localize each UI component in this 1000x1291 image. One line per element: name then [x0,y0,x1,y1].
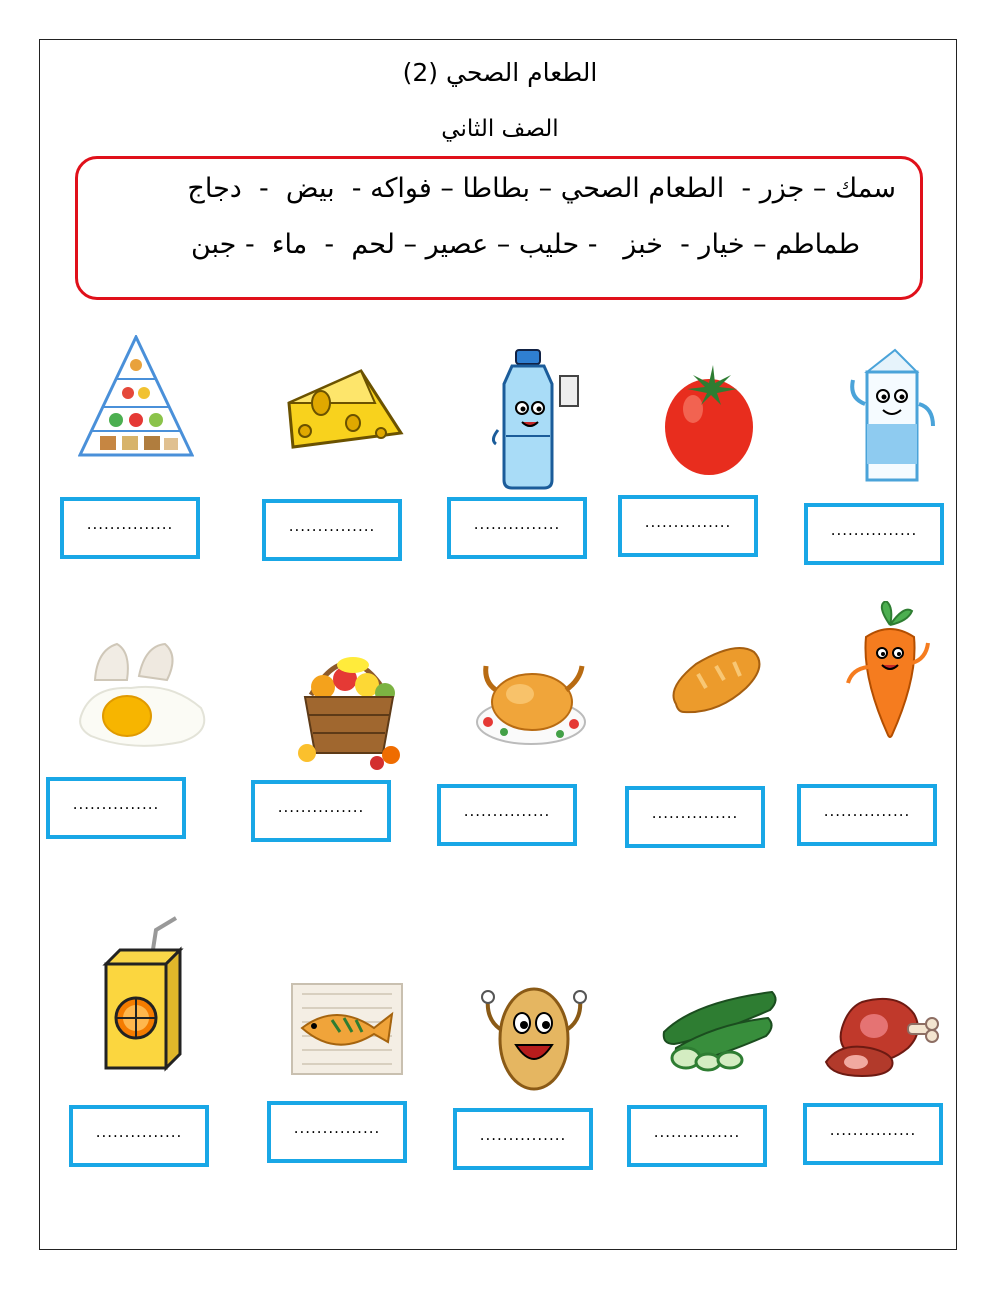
answer-box-water[interactable]: ............... [447,497,587,559]
answer-box-tomato[interactable]: ............... [618,495,758,557]
answer-box-potato[interactable]: ............... [453,1108,593,1170]
answer-box-chicken[interactable]: ............... [437,784,577,846]
potato-picture [478,979,590,1093]
word-bank-line-2: طماطم – خيار - خبز - حليب – عصير – لحم - ماء - جبن [190,229,860,260]
grilled-fish-picture [288,980,406,1078]
carrot-picture [842,601,938,739]
meat-picture [822,992,940,1078]
cheese-picture [283,363,405,451]
cucumber-picture [658,988,778,1072]
answer-box-cheese[interactable]: ............... [262,499,402,561]
answer-box-meat[interactable]: ............... [803,1103,943,1165]
answer-box-milk[interactable]: ............... [804,503,944,565]
word-bank-line-1: سمك – جزر - الطعام الصحي – بطاطا – فواكه - بيض - دجاج [187,173,896,204]
answer-box-bread[interactable]: ............... [625,786,765,848]
juice-box-picture [102,914,186,1072]
answer-box-juice[interactable]: ............... [69,1105,209,1167]
answer-box-pyramid[interactable]: ............... [60,497,200,559]
worksheet-title: الطعام الصحي (2) [402,58,598,87]
answer-box-cucumber[interactable]: ............... [627,1105,767,1167]
answer-box-carrot[interactable]: ............... [797,784,937,846]
water-bottle-picture [486,336,586,492]
egg-picture [77,638,212,748]
answer-box-fish[interactable]: ............... [267,1101,407,1163]
fruit-basket-picture [293,635,405,773]
grade-label: الصف الثاني [441,116,559,142]
tomato-picture [661,361,757,481]
food-pyramid-picture [78,335,194,459]
bread-picture [668,644,766,724]
word-bank [75,156,923,300]
roast-chicken-picture [474,650,589,750]
answer-box-fruit[interactable]: ............... [251,780,391,842]
answer-box-egg[interactable]: ............... [46,777,186,839]
milk-carton-picture [845,344,945,484]
